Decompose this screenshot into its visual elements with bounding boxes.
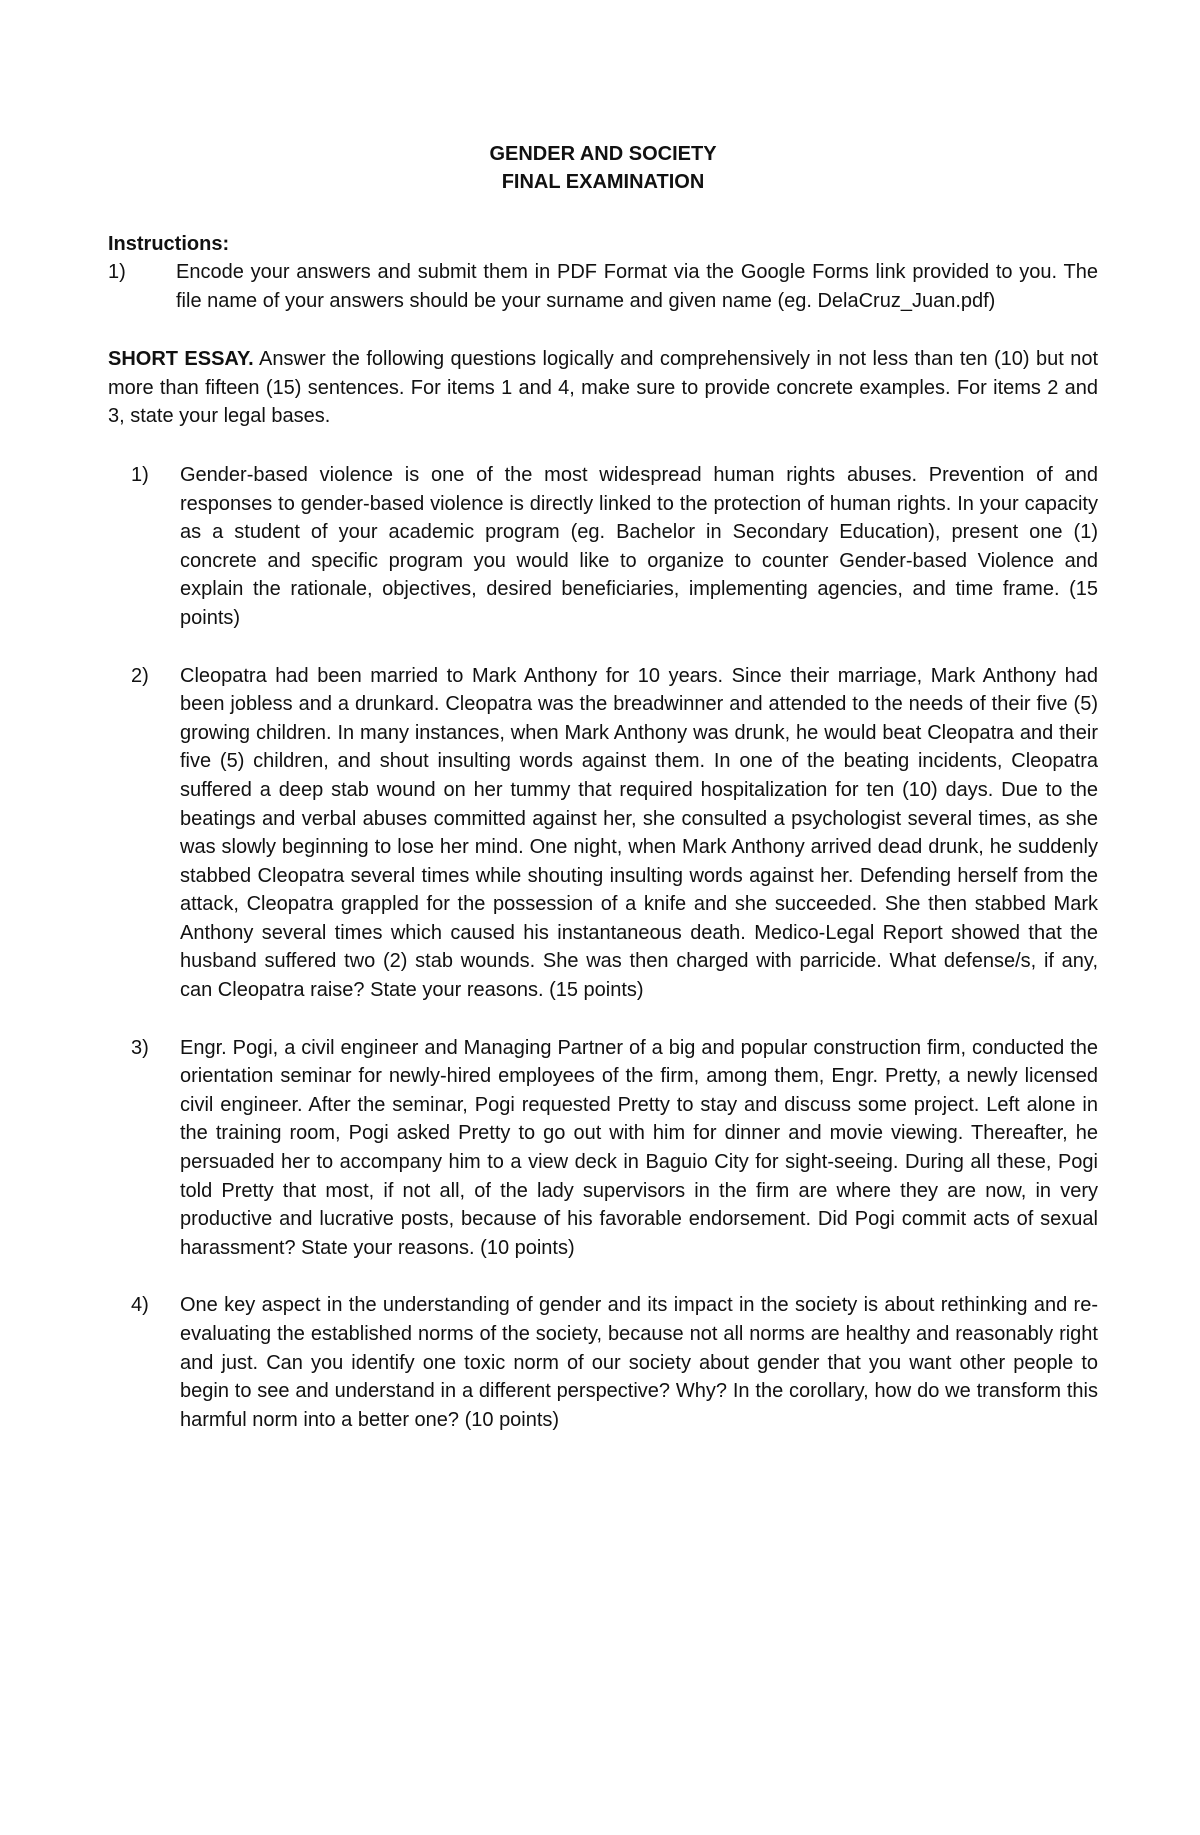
instruction-item [108,258,1098,315]
instructions-list [108,258,1098,315]
instruction-number: 1) [108,261,126,283]
question-text: Gender-based violence is one of the most widespread human rights abuses. Prevention of and responses to gender-based violence is directly linked to the protection of human rights. In your capacity as a student of your academic program (eg. Bachelor in Secondary Education), present one (1) concrete and specific program you would like to organize to counter Gender-based Violence and explain the rationale, objectives, desired beneficiaries, implementing agencies, and time frame. (15 points) [180,463,1098,629]
document-title-line1: GENDER AND SOCIETY [489,143,717,165]
instruction-text: Encode your answers and submit them in PDF Format via the Google Forms link provided to you. The file name of your answers should be your surname and given name (eg. DelaCruz_Juan.pdf) [176,261,1098,312]
exam-document [108,140,1098,1463]
questions-list [108,461,1098,1434]
question-number: 3) [131,1036,149,1059]
question-item [108,1291,1098,1434]
section-lead: SHORT ESSAY. [108,348,254,371]
instructions-heading: Instructions: [108,233,230,255]
document-title-line2: FINAL EXAMINATION [501,171,705,193]
section-text: Answer the following questions logically and comprehensively in not less than ten (10) but not more than fifteen (15) sentences. For items 1 and 4, make sure to provide concrete examples. For items 2 and 3, state your legal bases. [108,348,1098,428]
question-number: 4) [131,1294,149,1317]
question-text: One key aspect in the understanding of gender and its impact in the society is about rethinking and re-evaluating the established norms of the society, because not all norms are healthy and reasonably right and just. Can you identify one toxic norm of our society about gender that you want other people to begin to see and understand in a different perspective? Why? In the corollary, how do we transform this harmful norm into a better one? (10 points) [180,1294,1098,1431]
question-item [108,662,1098,1005]
question-number: 1) [131,463,149,486]
question-number: 2) [131,664,149,687]
question-text: Engr. Pogi, a civil engineer and Managing Partner of a big and popular construction firm, conducted the orientation seminar for newly-hired employees of the firm, among them, Engr. Pretty, a newly licensed civil engineer. After the seminar, Pogi requested Pretty to stay and discuss some project. Left alone in the training room, Pogi asked Pretty to go out with him for dinner and movie viewing. Thereafter, he persuaded her to accompany him to a view deck in Baguio City for sight-seeing. During all these, Pogi told Pretty that most, if not all, of the lady supervisors in the firm are where they are now, in very productive and lucrative posts, because of his favorable endorsement. Did Pogi commit acts of sexual harassment? State your reasons. (10 points) [180,1036,1098,1259]
question-text: Cleopatra had been married to Mark Anthony for 10 years. Since their marriage, Mark Anthony had been jobless and a drunkard. Cleopatra was the breadwinner and attended to the needs of their five (5) growing children. In many instances, when Mark Anthony was drunk, he would beat Cleopatra and their five (5) children, and shout insulting words against them. In one of the beating incidents, Cleopatra suffered a deep stab wound on her tummy that required hospitalization for ten (10) days. Due to the beatings and verbal abuses committed against her, she consulted a psychologist several times, as she was slowly beginning to lose her mind. One night, when Mark Anthony arrived dead drunk, he suddenly stabbed Cleopatra several times while shouting insulting words against her. Defending herself from the attack, Cleopatra grappled for the possession of a knife and she succeeded. She then stabbed Mark Anthony several times which caused his instantaneous death. Medico-Legal Report showed that the husband suffered two (2) stab wounds. She was then charged with parricide. What defense/s, if any, can Cleopatra raise? State your reasons. (15 points) [180,664,1098,1002]
section-intro [108,345,1098,431]
question-item [108,461,1098,633]
question-item [108,1034,1098,1263]
